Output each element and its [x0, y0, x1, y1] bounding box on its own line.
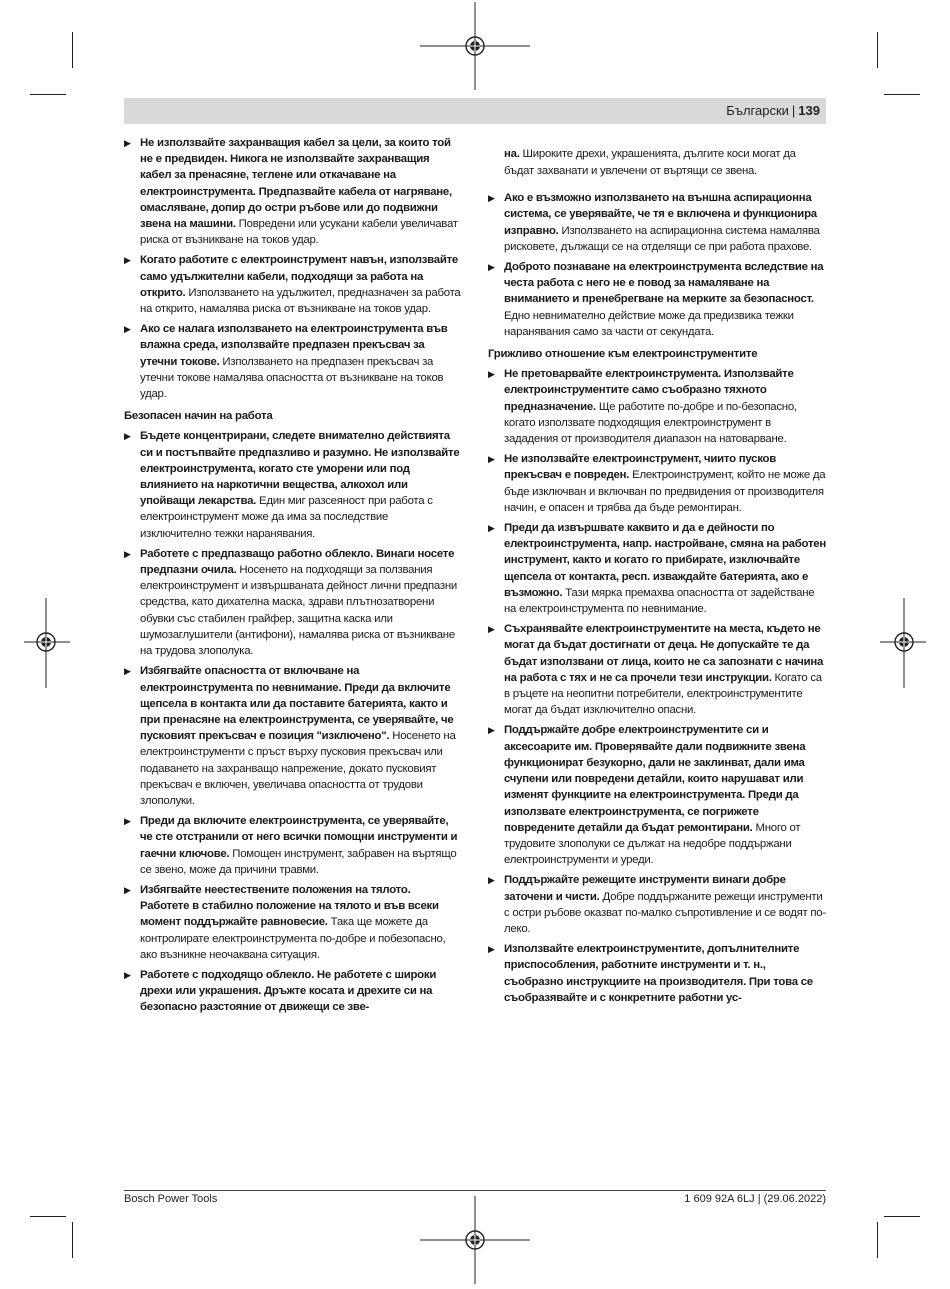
- bullet-arrow-icon: ▶: [124, 884, 131, 895]
- crop-mark: [30, 94, 66, 95]
- explanation-text: Използването на удължител, предназначен за работа на открито, намалява риска от възникване на токов удар.: [140, 286, 461, 316]
- footer-doc-id: 1 609 92A 6LJ | (29.06.2022): [684, 1193, 826, 1205]
- bold-instruction: Не претоварвайте електроинструмента. Използвайте електроинструментите само съобразно тяхното предназначение.: [504, 368, 794, 413]
- crop-mark: [884, 94, 920, 95]
- paragraph-text: [504, 366, 826, 447]
- safety-list-item: [124, 813, 462, 878]
- section-heading: Безопасен начин на работа: [124, 410, 273, 423]
- safety-list-item: [124, 252, 462, 317]
- safety-list-item: [124, 663, 462, 809]
- paragraph-text: [504, 621, 826, 718]
- page-number: 139: [798, 103, 820, 118]
- bold-instruction: Преди да включите електроинструмента, се уверявайте, че сте отстранили от него всички помощни инструменти и гаечни ключове.: [140, 815, 458, 860]
- crop-mark: [877, 1222, 878, 1258]
- registration-mark-left-icon: [24, 598, 70, 688]
- bold-instruction: Избягвайте опасността от включване на електроинструмента по невнимание. Преди да включите щепсела в контакта или да поставите батерията, както и при пренасяне на електроинструмента, се уверявайте, че пусковият прекъсвач е позиция "изключено".: [140, 665, 454, 743]
- safety-list-item: [488, 366, 826, 447]
- paragraph-text: [140, 882, 462, 963]
- page-header: [124, 98, 826, 124]
- bullet-arrow-icon: ▶: [124, 324, 131, 335]
- bullet-arrow-icon: ▶: [488, 454, 495, 465]
- bullet-arrow-icon: ▶: [124, 548, 131, 559]
- explanation-text: Ще работите по-добре и по-безопасно, когато използвате подходящия електроинструмент в зададения от производителя диапазон на натоварване.: [504, 400, 797, 446]
- explanation-text: Електроинструмент, който не може да бъде изключван и включван по предвидения от производителя начин, е опасен и трябва да бъде ремонтиран.: [504, 469, 826, 514]
- safety-list-item: [488, 872, 826, 937]
- safety-list-item: [124, 882, 462, 963]
- explanation-text: Широките дрехи, украшенията, дългите коси могат да бъдат захванати и увлечени от въртящи се звена.: [504, 148, 796, 177]
- bullet-arrow-icon: ▶: [124, 255, 131, 266]
- bold-instruction: Не използвайте електроинструмент, чиито пусков прекъсвач е повреден.: [504, 453, 776, 482]
- bullet-arrow-icon: ▶: [124, 816, 131, 827]
- bullet-arrow-icon: ▶: [488, 193, 495, 204]
- bold-instruction: Избягвайте неестествените положения на тялото. Работете в стабилно положение на тялото и във всеки момент поддържайте равновесие.: [140, 883, 439, 929]
- safety-list-item: [124, 321, 462, 402]
- paragraph-text: [140, 135, 462, 248]
- bullet-arrow-icon: ▶: [488, 725, 495, 736]
- bold-instruction: Ако се налага използването на електроинструмента във влажна среда, използвайте предпазен прекъсвач за утечни токове.: [140, 323, 448, 368]
- explanation-text: Едно невнимателно действие може да предизвика тежки наранявания само за части от секундата.: [504, 309, 794, 338]
- safety-list-item: [488, 259, 826, 340]
- explanation-text: Тази мярка премахва опасността от задействане на електроинструмента по невнимание.: [504, 586, 815, 616]
- explanation-text: Носенето на подходящи за ползвания електроинструмент и извършваната дейност лични предпазни средства, като дихателна маска, здрави плътнозатворени обувки със стабилен грайфер, защитна каска или шумозаглушители (антифони), намалява риска от възникване на трудова злополука.: [140, 564, 458, 658]
- paragraph-text: [504, 520, 826, 617]
- bold-instruction: Доброто познаване на електроинструмента вследствие на честа работа с него не е повод за намаляване на вниманието и пренебрегване на мерките за безопасност.: [504, 261, 824, 306]
- bold-instruction: Не използвайте захранващия кабел за цели, за които той не е предвиден. Никога не използвайте захранващия кабел за пренасяне, теглене или откачаване на електроинструмента. Предпазвайте кабела от нагряване, омасляване, допир до остри ръбове или до подвижни звена на машини.: [140, 137, 452, 231]
- registration-mark-bottom-icon: [420, 1196, 530, 1286]
- registration-mark-right-icon: [880, 598, 926, 688]
- explanation-text: Така ще можете да контролирате електроинструмента по-добре и побезопасно, ако възникне неочаквана ситуация.: [140, 916, 446, 961]
- continued-paragraph: [488, 146, 826, 178]
- explanation-text: Използването на аспирационна система намалява рисковете, дължащи се на отделящи се при работа прахове.: [504, 224, 820, 253]
- bold-instruction: Преди да извършвате каквито и да е дейности по електроинструмента, напр. настройване, смяна на работен инструмент, както и когато го прибирате, изключвайте щепсела от контакта, респ. изваждайте батерията, ако е възможно.: [504, 522, 826, 599]
- explanation-text: Когато са в ръцете на неопитни потребители, електроинструментите могат да бъдат изключително опасни.: [504, 671, 822, 717]
- section-heading: Грижливо отношение към електроинструментите: [488, 348, 758, 361]
- safety-list-item: [124, 546, 462, 659]
- header-separator: |: [791, 103, 796, 118]
- safety-list-item: [488, 941, 826, 1006]
- crop-mark: [72, 32, 73, 68]
- bullet-arrow-icon: ▶: [488, 624, 495, 635]
- paragraph-text: [504, 451, 826, 516]
- crop-mark: [877, 32, 878, 68]
- bold-instruction: Когато работите с електроинструмент навън, използвайте само удължителни кабели, подходящи за работа на открито.: [140, 254, 458, 299]
- crop-mark: [884, 1216, 920, 1217]
- bullet-arrow-icon: ▶: [124, 431, 131, 442]
- paragraph-text: [140, 546, 462, 659]
- explanation-text: Носенето на електроинструменти с пръст върху пусковия прекъсвач или подаването на захранващо напрежение, докато пусковият прекъсвач е включен, увеличава опасността от трудови злополуки.: [140, 730, 456, 807]
- footer-brand: Bosch Power Tools: [124, 1193, 218, 1205]
- bullet-arrow-icon: ▶: [488, 262, 495, 272]
- bold-instruction: Поддържайте добре електроинструментите си и аксесоарите им. Проверявайте дали подвижните звена функционират безукорно, дали не заклинват, дали има счупени или повредени детайли, които нарушават или изменят функциите на електроинструмента. Преди да използвате електроинструмента, се погрижете повредените детайли да бъдат ремонтирани.: [504, 724, 806, 834]
- bold-instruction: Поддържайте режещите инструменти винаги добре заточени и чисти.: [504, 874, 786, 903]
- bullet-arrow-icon: ▶: [488, 944, 495, 955]
- paragraph-text: [140, 321, 462, 402]
- paragraph-text: [140, 967, 462, 1016]
- bullet-arrow-icon: ▶: [488, 523, 495, 534]
- bullet-arrow-icon: ▶: [488, 875, 495, 886]
- bold-instruction: Работете с подходящо облекло. Не работете с широки дрехи или украшения. Дръжте косата и дрехите си на безопасно разстояние от движещи се зве-: [140, 968, 437, 1014]
- explanation-text: Помощен инструмент, забравен на въртящо се звено, може да причини травми.: [140, 847, 457, 876]
- explanation-text: Много от трудовите злополуки се дължат на недобре поддържани електроинструменти и уреди.: [504, 821, 801, 867]
- left-column: [124, 135, 462, 1020]
- bullet-arrow-icon: ▶: [488, 369, 495, 380]
- paragraph-text: [504, 941, 826, 1006]
- explanation-text: Един миг разсеяност при работа с електроинструмент може да има за последствие изключително тежки наранявания.: [140, 495, 433, 540]
- safety-list-item: [488, 722, 826, 868]
- bold-instruction: на.: [504, 148, 520, 161]
- paragraph-text: [504, 259, 826, 340]
- safety-list-item: [124, 967, 462, 1016]
- explanation-text: Добре поддържаните режещи инструменти с остри ръбове оказват по-малко съпротивление и се водят по-леко.: [504, 890, 826, 935]
- right-column: [488, 135, 826, 1010]
- bold-instruction: Съхранявайте електроинструментите на места, където не могат да бъдат достигнати от деца. Не допускайте те да бъдат използвани от лица, които не са запознати с начина на работа с тях и не са прочели тези инструкции.: [504, 623, 824, 684]
- safety-list-item: [488, 621, 826, 718]
- paragraph-text: [504, 722, 826, 868]
- safety-list-item: [124, 428, 462, 541]
- registration-mark-top-icon: [420, 2, 530, 92]
- bullet-arrow-icon: ▶: [124, 138, 131, 148]
- explanation-text: Използването на предпазен прекъсвач за утечни токове намалява опасността от възникване на токов удар.: [140, 355, 444, 401]
- safety-list-item: [124, 135, 462, 248]
- footer-divider: [124, 1190, 826, 1191]
- paragraph-text: [504, 146, 826, 178]
- bold-instruction: Използвайте електроинструментите, допълнителните приспособления, работните инструменти и т. н., съобразно инструкциите на производителя. При това се съобразявайте и с конкретните работни ус-: [504, 943, 813, 1004]
- bold-instruction: Бъдете концентрирани, следете внимателно действията си и постъпвайте предпазливо и разумно. Не използвайте електроинструмента, когато сте уморени или под влиянието на наркотични вещества, алкохол или упойващи лекарства.: [140, 430, 460, 508]
- explanation-text: Повредени или усукани кабели увеличават риска от възникване на токов удар.: [140, 218, 458, 247]
- header-text: [726, 103, 820, 118]
- safety-list-item: [488, 451, 826, 516]
- bold-instruction: Ако е възможно използването на външна аспирационна система, се уверявайте, че тя е включена и функционира изправно.: [504, 192, 817, 237]
- paragraph-text: [140, 663, 462, 809]
- paragraph-text: [504, 190, 826, 255]
- bullet-arrow-icon: ▶: [124, 969, 131, 980]
- header-language: Български: [726, 103, 789, 118]
- bold-instruction: Работете с предпазващо работно облекло. Винаги носете предпазни очила.: [140, 547, 455, 577]
- crop-mark: [72, 1222, 73, 1258]
- crop-mark: [30, 1216, 66, 1217]
- paragraph-text: [140, 813, 462, 878]
- safety-list-item: [488, 520, 826, 617]
- paragraph-text: [504, 872, 826, 937]
- paragraph-text: [140, 252, 462, 317]
- paragraph-text: [140, 428, 462, 541]
- bullet-arrow-icon: ▶: [124, 666, 131, 677]
- safety-list-item: [488, 190, 826, 255]
